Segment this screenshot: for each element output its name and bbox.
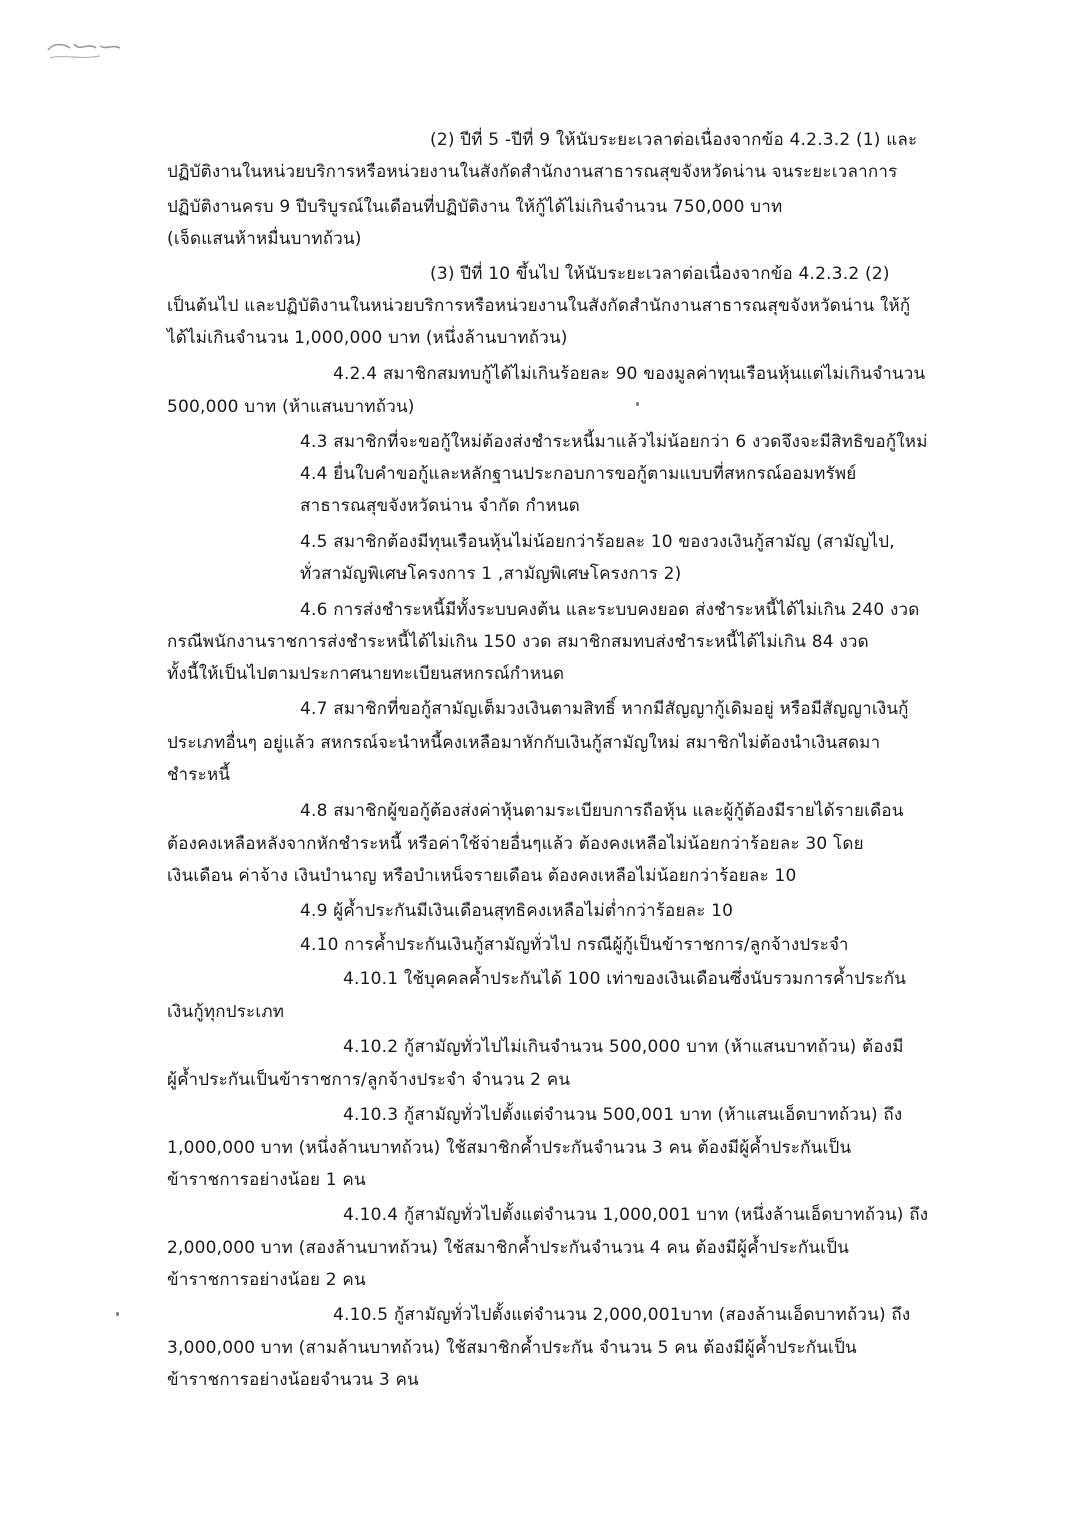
text-line: 4.3 สมาชิกที่จะขอกู้ใหม่ต้องส่งชำระหนี้มาแล้วไม่น้อยกว่า 6 งวดจึงจะมีสิทธิขอกู้ใหม่ <box>300 432 928 452</box>
speck-mark <box>116 1312 119 1316</box>
speck-mark <box>636 402 639 406</box>
text-line: ประเภทอื่นๆ อยู่แล้ว สหกรณ์จะนำหนี้คงเหลือมาหักกับเงินกู้สามัญใหม่ สมาชิกไม่ต้องนำเงินสดมา <box>167 733 881 753</box>
text-line: เป็นต้นไป และปฏิบัติงานในหน่วยบริการหรือหน่วยงานในสังกัดสำนักงานสาธารณสุขจังหวัดน่าน ให้กู้ <box>167 296 911 316</box>
text-line <box>167 160 954 184</box>
text-line: 4.2.4 สมาชิกสมทบกู้ได้ไม่เกินร้อยละ 90 ของมูลค่าทุนเรือนหุ้นแต่ไม่เกินจำนวน <box>333 364 926 384</box>
text-line: เงินกู้ทุกประเภท <box>167 1002 285 1022</box>
text-line: ทั่วสามัญพิเศษโครงการ 1 ,สามัญพิเศษโครงการ 2) <box>300 564 682 584</box>
text-line: กรณีพนักงานราชการส่งชำระหนี้ได้ไม่เกิน 150 งวด สมาชิกสมทบส่งชำระหนี้ได้ไม่เกิน 84 งวด <box>167 632 869 652</box>
text-line: 4.10.3 กู้สามัญทั่วไปตั้งแต่จำนวน 500,001 บาท (ห้าแสนเอ็ดบาทถ้วน) ถึง <box>343 1105 903 1125</box>
text-line: 500,000 บาท (ห้าแสนบาทถ้วน) <box>167 397 415 417</box>
text-line: (3) ปีที่ 10 ขึ้นไป ให้นับระยะเวลาต่อเนื่องจากข้อ 4.2.3.2 (2) <box>430 264 890 284</box>
text-line: สาธารณสุขจังหวัดน่าน จำกัด กำหนด <box>300 496 580 516</box>
text-line: ทั้งนี้ให้เป็นไปตามประกาศนายทะเบียนสหกรณ์กำหนด <box>167 664 565 684</box>
text-line: 4.10 การค้ำประกันเงินกู้สามัญทั่วไป กรณีผู้กู้เป็นข้าราชการ/ลูกจ้างประจำ <box>300 935 849 955</box>
text-line: ข้าราชการอย่างน้อย 1 คน <box>167 1170 366 1190</box>
text-line: 4.4 ยื่นใบคำขอกู้และหลักฐานประกอบการขอกู้ตามแบบที่สหกรณ์ออมทรัพย์ <box>300 464 857 484</box>
text-line: (เจ็ดแสนห้าหมื่นบาทถ้วน) <box>167 229 362 249</box>
text-line: ปฏิบัติงานครบ 9 ปีบริบูรณ์ในเดือนที่ปฏิบัติงาน ให้กู้ได้ไม่เกินจำนวน 750,000 บาท <box>167 197 783 217</box>
text-line: ชำระหนี้ <box>167 765 231 785</box>
text-line: 2,000,000 บาท (สองล้านบาทถ้วน) ใช้สมาชิกค้ำประกันจำนวน 4 คน ต้องมีผู้ค้ำประกันเป็น <box>167 1238 850 1258</box>
text-line: 1,000,000 บาท (หนึ่งล้านบาทถ้วน) ใช้สมาชิกค้ำประกันจำนวน 3 คน ต้องมีผู้ค้ำประกันเป็น <box>167 1138 852 1158</box>
text-line: 4.10.1 ใช้บุคคลค้ำประกันได้ 100 เท่าของเงินเดือนซึ่งนับรวมการค้ำประกัน <box>343 969 907 989</box>
text-line: ได้ไม่เกินจำนวน 1,000,000 บาท (หนึ่งล้านบาทถ้วน) <box>167 328 568 348</box>
text-line: ผู้ค้ำประกันเป็นข้าราชการ/ลูกจ้างประจำ จำนวน 2 คน <box>167 1070 571 1090</box>
text-line: เงินเดือน ค่าจ้าง เงินบำนาญ หรือบำเหน็จรายเดือน ต้องคงเหลือไม่น้อยกว่าร้อยละ 10 <box>167 866 797 886</box>
text-line: 4.10.2 กู้สามัญทั่วไปไม่เกินจำนวน 500,000 บาท (ห้าแสนบาทถ้วน) ต้องมี <box>343 1037 904 1057</box>
text-line: 4.6 การส่งชำระหนี้มีทั้งระบบคงต้น และระบบคงยอด ส่งชำระหนี้ได้ไม่เกิน 240 งวด <box>300 600 920 620</box>
text-line: 3,000,000 บาท (สามล้านบาทถ้วน) ใช้สมาชิกค้ำประกัน จำนวน 5 คน ต้องมีผู้ค้ำประกันเป็น <box>167 1338 857 1358</box>
scan-artifact-mark <box>30 28 140 68</box>
text-line: 4.10.4 กู้สามัญทั่วไปตั้งแต่จำนวน 1,000,001 บาท (หนึ่งล้านเอ็ดบาทถ้วน) ถึง <box>343 1205 929 1225</box>
text-line: 4.8 สมาชิกผู้ขอกู้ต้องส่งค่าหุ้นตามระเบียบการถือหุ้น และผู้กู้ต้องมีรายได้รายเดือน <box>300 801 904 821</box>
text-line: ข้าราชการอย่างน้อยจำนวน 3 คน <box>167 1370 419 1390</box>
text-line: 4.10.5 กู้สามัญทั่วไปตั้งแต่จำนวน 2,000,001บาท (สองล้านเอ็ดบาทถ้วน) ถึง <box>333 1305 911 1325</box>
text-line: ต้องคงเหลือหลังจากหักชำระหนี้ หรือค่าใช้จ่ายอื่นๆแล้ว ต้องคงเหลือไม่น้อยกว่าร้อยละ 30 โดย <box>167 834 864 854</box>
text-line: ข้าราชการอย่างน้อย 2 คน <box>167 1270 366 1290</box>
text-line-content: ปฏิบัติงานในหน่วยบริการหรือหน่วยงานในสังกัดสำนักงานสาธารณสุขจังหวัดน่าน จนระยะเวลาการ <box>167 162 898 182</box>
text-line: 4.7 สมาชิกที่ขอกู้สามัญเต็มวงเงินตามสิทธิ์ หากมีสัญญากู้เดิมอยู่ หรือมีสัญญาเงินกู้ <box>300 699 909 719</box>
text-line: (2) ปีที่ 5 -ปีที่ 9 ให้นับระยะเวลาต่อเนื่องจากข้อ 4.2.3.2 (1) และ <box>430 130 918 150</box>
text-line: 4.5 สมาชิกต้องมีทุนเรือนหุ้นไม่น้อยกว่าร้อยละ 10 ของวงเงินกู้สามัญ (สามัญไป, <box>300 532 895 552</box>
text-line: 4.9 ผู้ค้ำประกันมีเงินเดือนสุทธิคงเหลือไม่ต่ำกว่าร้อยละ 10 <box>300 901 734 921</box>
